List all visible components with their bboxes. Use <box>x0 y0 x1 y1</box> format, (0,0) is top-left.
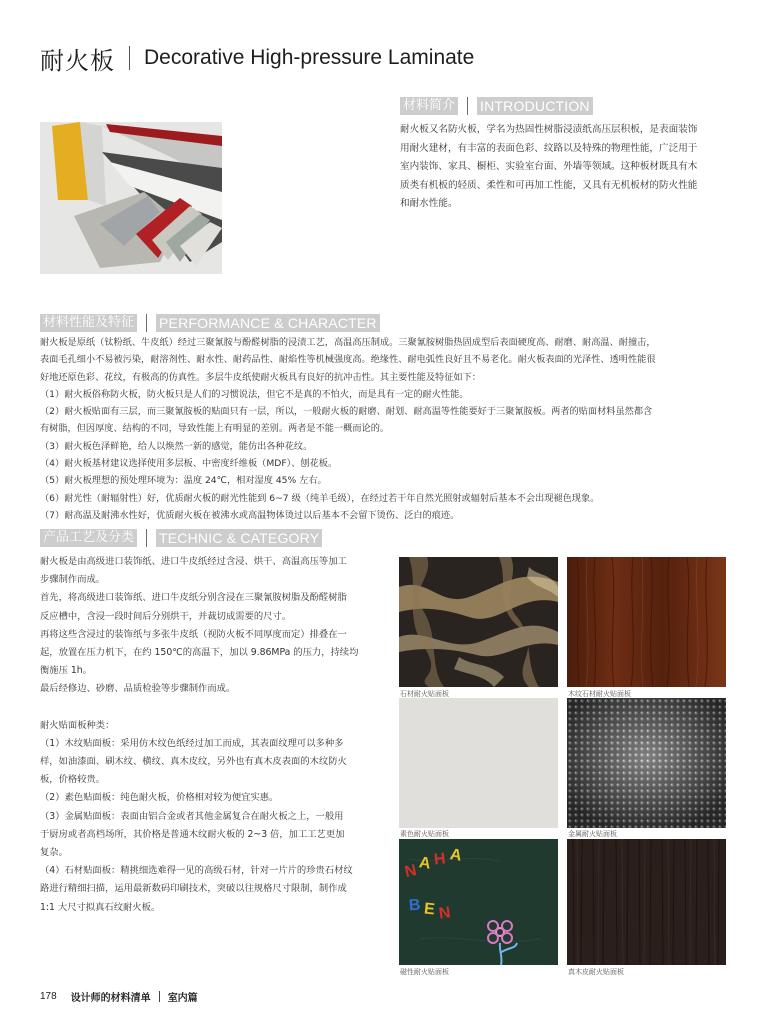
type-line: 于厨房或者高档场所，其价格是普通木纹耐火板的 2~3 倍，加工工艺更加 <box>40 828 345 840</box>
technic-tag-en: TECHNIC & CATEGORY <box>156 529 322 547</box>
intro-heading <box>400 96 593 116</box>
performance-line: （6）耐光性（耐辐射性）好，优质耐火板的耐光性能到 6~7 级（纯羊毛级），在经过若干年自然光照射或辐射后基本不会出现褪色现象。 <box>40 492 600 504</box>
performance-line: 表面毛孔细小不易被污染，耐溶剂性、耐水性、耐药品性、耐焰性等机械强度高。绝缘性、耐电弧性良好且不易老化。耐火板表面的光泽性、透明性能很 <box>40 354 656 366</box>
type-line: （2）素色贴面板：纯色耐火板，价格相对较为便宜实惠。 <box>40 792 279 804</box>
intro-line: 和耐水性能。 <box>400 198 458 210</box>
caption-magnetic: 磁性耐火贴面板 <box>400 968 449 976</box>
intro-line: 用耐火建材，有丰富的表面色彩、纹路以及特殊的物理性能，广泛用于 <box>400 142 698 154</box>
technic-heading <box>40 528 322 548</box>
metal-texture <box>567 698 726 828</box>
type-line: 复杂。 <box>40 847 68 859</box>
performance-line: 有树脂，但因厚度、结构的不同，导致性能上有明显的差别。两者是不能一概而论的。 <box>40 423 390 435</box>
magnet-letter: E <box>423 900 436 919</box>
sample-plain-laminate <box>399 698 558 828</box>
wood-grain-texture <box>567 557 726 687</box>
page-number: 178 <box>40 990 57 1002</box>
caption-wood-stone: 木纹石材耐火贴面板 <box>568 690 631 698</box>
technic-line: 最后经修边、砂磨、品质检验等步骤制作而成。 <box>40 683 236 695</box>
type-line: 1:1 大尺寸拟真石纹耐火板。 <box>40 901 161 913</box>
type-line: 板，价格较贵。 <box>40 774 106 786</box>
performance-line: 好地还原色彩、花纹，有极高的仿真性。多层牛皮纸使耐火板具有良好的抗冲击性。其主要性能及特征如下： <box>40 371 481 383</box>
magnet-letter: B <box>408 896 422 915</box>
caption-veneer: 真木皮耐火贴面板 <box>568 968 624 976</box>
magnet-letter: A <box>448 846 464 865</box>
section-name: 室内篇 <box>167 992 198 1004</box>
page-title <box>40 40 474 76</box>
paragraph-gap <box>40 699 390 717</box>
hero-laminate-photo <box>40 122 222 274</box>
technic-tag-cn: 产品工艺及分类 <box>40 529 137 547</box>
performance-line: （2）耐火板贴面有三层，而三聚氰胺板的贴面只有一层，所以，一般耐火板的耐磨、耐划、耐高温等性能要好于三聚氰胺板。两者的贴面材料虽然都含 <box>40 406 653 418</box>
type-line: （3）金属贴面板：表面由铝合金或者其他金属复合在耐火板之上，一般用 <box>40 810 344 822</box>
plain-texture <box>399 698 558 828</box>
intro-tag-cn: 材料简介 <box>400 97 458 115</box>
hero-laminate-illustration <box>40 122 222 274</box>
magnet-letter: N <box>437 904 452 923</box>
technic-line: 衡施压 1h。 <box>40 665 92 677</box>
intro-line: 质类有机板的轻质、柔性和可再加工性能，又具有无机板材的防火性能 <box>400 179 698 191</box>
sample-wood-stone-laminate <box>567 557 726 687</box>
caption-stone: 石材耐火贴面板 <box>400 690 449 698</box>
technic-line: 耐火板是由高级进口装饰纸、进口牛皮纸经过含浸、烘干、高温高压等加工 <box>40 556 347 567</box>
footer-divider <box>159 991 160 1002</box>
caption-metal: 金属耐火贴面板 <box>568 830 617 838</box>
performance-line: 耐火板是原纸（钛粉纸、牛皮纸）经过三聚氰胺与酚醛树脂的浸渍工艺，高温高压制成。三聚氰胺树脂热固成型后表面硬度高、耐磨、耐高温、耐撞击， <box>40 337 656 348</box>
magnet-letter: H <box>433 850 447 869</box>
sample-magnetic-laminate <box>399 839 558 969</box>
performance-line: （1）耐火板俗称防火板，防火板只是人们的习惯说法，但它不是真的不怕火，而是具有一定的耐火性能。 <box>40 388 469 400</box>
sample-stone-laminate <box>399 557 558 687</box>
magnet-letter: A <box>417 854 432 873</box>
types-title: 耐火贴面板种类： <box>40 719 115 731</box>
caption-plain: 素色耐火贴面板 <box>400 830 449 838</box>
intro-line: 室内装饰、家具、橱柜、实验室台面、外墙等领域。这种板材既具有木 <box>400 161 698 173</box>
magnet-letter: N <box>403 861 419 882</box>
intro-line: 耐火板又名防火板，学名为热固性树脂浸渍纸高压层积板，是表面装饰 <box>400 124 698 135</box>
performance-line: （7）耐高温及耐沸水性好，优质耐火板在被沸水或高温物体烫过以后基本不会留下烫伤、泛白的痕迹。 <box>40 509 460 521</box>
performance-heading-divider <box>146 314 147 332</box>
performance-line: （3）耐火板色泽鲜艳，给人以焕然一新的感觉，能仿出各种花纹。 <box>40 440 313 452</box>
technic-line: 再将这些含浸过的装饰纸与多张牛皮纸（视防火板不同厚度而定）排叠在一 <box>40 628 347 640</box>
performance-tag-cn: 材料性能及特征 <box>40 314 137 332</box>
intro-paragraph <box>400 121 728 214</box>
technic-line: 首先，将高级进口装饰纸、进口牛皮纸分别含浸在三聚氰胺树脂及酚醛树脂 <box>40 592 347 604</box>
technic-line: 反应槽中，含浸一段时间后分别烘干，并裁切成需要的尺寸。 <box>40 610 292 622</box>
performance-heading <box>40 313 380 333</box>
title-divider <box>129 46 130 70</box>
performance-line: （4）耐火板基材建议选择使用多层板、中密度纤维板（MDF）、刨花板。 <box>40 458 338 470</box>
title-cn: 耐火板 <box>40 46 115 75</box>
intro-heading-divider <box>467 97 468 115</box>
technic-line: 起，放置在压力机下，在约 150℃的高温下，加以 9.86MPa 的压力，持续均 <box>40 647 359 659</box>
technic-heading-divider <box>146 529 147 547</box>
sample-metal-laminate <box>567 698 726 828</box>
type-line: 路进行精细扫描，运用最新数码印刷技术，突破以往规格尺寸限制，制作成 <box>40 883 347 895</box>
page-footer <box>40 988 198 1004</box>
intro-tag-en: INTRODUCTION <box>477 97 593 115</box>
type-line: （1）木纹贴面板：采用仿木纹色纸经过加工而成，其表面纹理可以多种多 <box>40 737 344 749</box>
technic-line: 步骤制作而成。 <box>40 574 106 586</box>
technic-paragraph <box>40 553 390 917</box>
type-line: 样，如油漆面、刷木纹、横纹、真木皮纹，另外也有真木皮表面的木纹防火 <box>40 756 347 768</box>
performance-line: （5）耐火板理想的预处理环境为：温度 24℃，相对湿度 45% 左右。 <box>40 475 327 487</box>
performance-paragraph <box>40 334 730 524</box>
title-en: Decorative High-pressure Laminate <box>144 46 475 69</box>
type-line: （4）石材贴面板：精挑细选难得一见的高级石材，针对一片片的珍贵石材纹 <box>40 865 353 877</box>
book-title: 设计师的材料清单 <box>70 992 151 1004</box>
sample-veneer-laminate <box>567 839 726 965</box>
performance-tag-en: PERFORMANCE & CHARACTER <box>156 314 380 332</box>
stone-texture <box>399 557 558 687</box>
veneer-texture <box>567 839 726 965</box>
